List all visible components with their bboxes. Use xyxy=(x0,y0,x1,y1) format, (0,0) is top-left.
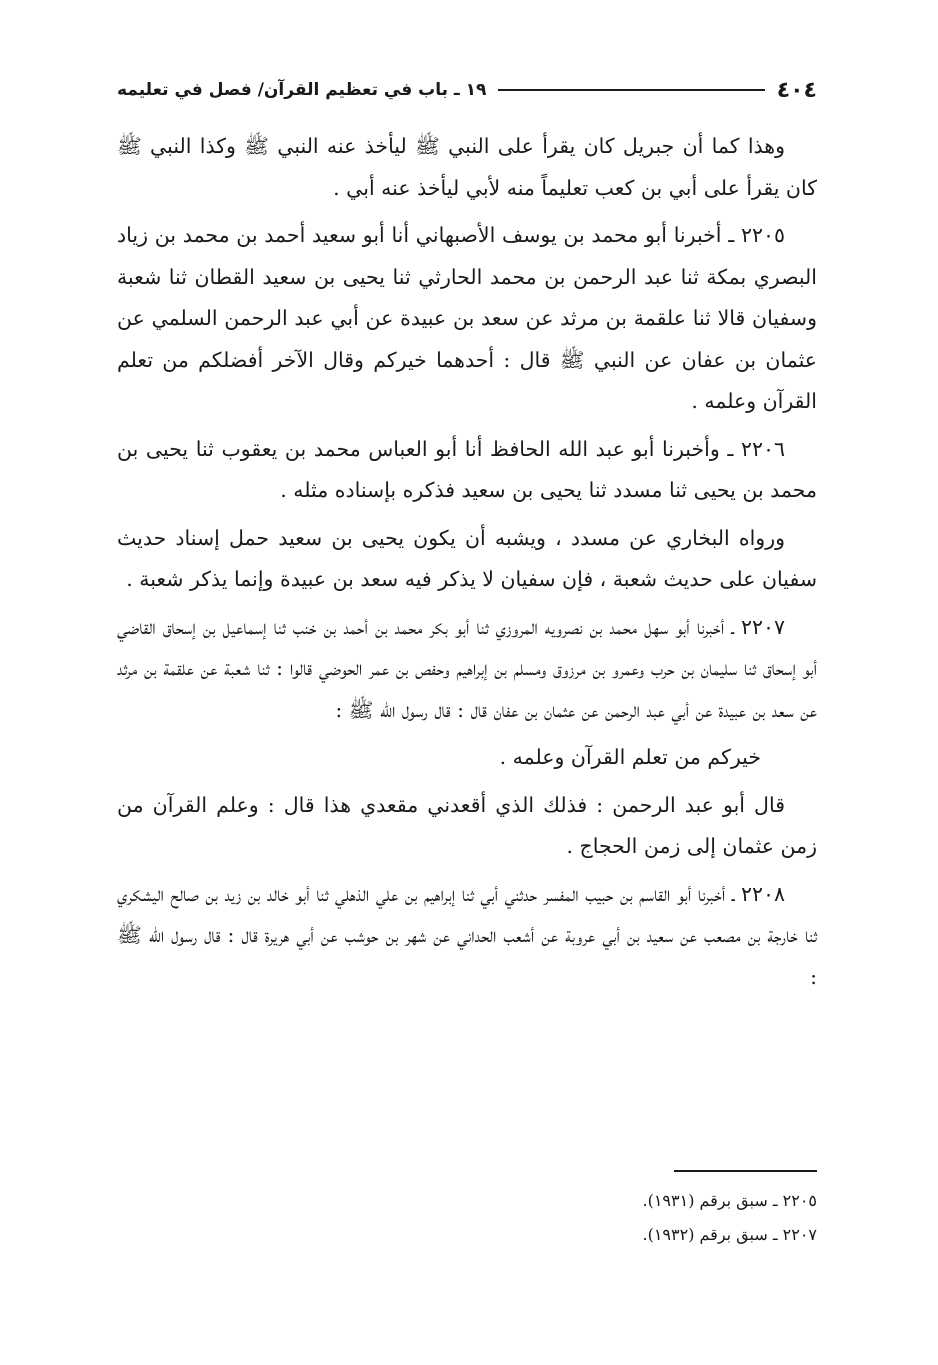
hadith-2208: ٢٢٠٨ ـ أخبرنا أبو القاسم بن حبيب المفسر حدثني أبي ثنا إبراهيم بن علي الذهلي ثنا أبو خالد بن زيد بن صالح اليشكري ثنا خارجة بن مصعب عن سعيد بن أبي عروبة عن أشعب الحداني عن شهر بن حوشب عن أبي هريرة قال : قال رسول الله ﷺ : xyxy=(117,881,817,989)
hadith-2205: ٢٢٠٥ ـ أخبرنا أبو محمد بن يوسف الأصبهاني أنا أبو سعيد أحمد بن محمد بن زياد البصري بمكة ثنا عبد الرحمن بن محمد الحارثي ثنا يحيى بن سعيد القطان ثنا شعبة وسفيان قالا ثنا علقمة بن مرثد عن سعد بن عبيدة عن أبي عبد الرحمن السلمي عن عثمان بن عفان عن النبي ﷺ قال : أحدهما خيركم وقال الآخر أفضلكم من تعلم القرآن وعلمه . xyxy=(117,223,817,413)
commentary-bukhari: ورواه البخاري عن مسدد ، ويشبه أن يكون يحيى بن سعيد حمل إسناد حديث سفيان على حديث شعبة ، فإن سفيان لا يذكر فيه سعد بن عبيدة وإنما يذكر شعبة . xyxy=(117,525,817,591)
running-title: ١٩ ـ باب في تعظيم القرآن/ فصل في تعليمه xyxy=(117,80,487,100)
header-rule xyxy=(498,89,764,91)
footnote-rule xyxy=(674,1170,817,1172)
hadith-2207: ٢٢٠٧ ـ أخبرنا أبو سهل محمد بن نصرويه المروزي ثنا أبو بكر محمد بن أحمد بن خنب ثنا إسماعيل بن إسحاق القاضي أبو إسحاق ثنا سليمان بن حرب وعمرو بن مرزوق ومسلم بن إبراهيم وحفص بن عمر الحوضي قالوا : ثنا شعبة عن علقمة بن مرثد عن سعد بن عبيدة عن أبي عبد الرحمن عن عثمان بن عفان قال : قال رسول الله ﷺ : xyxy=(117,614,817,722)
page-header xyxy=(117,72,817,108)
footnotes xyxy=(117,1184,817,1252)
page-number: ٤٠٤ xyxy=(776,77,817,103)
hadith-2206: ٢٢٠٦ ـ وأخبرنا أبو عبد الله الحافظ أنا أبو العباس محمد بن يعقوب ثنا يحيى بن محمد بن يحيى ثنا مسدد ثنا يحيى بن سعيد فذكره بإسناده مثله . xyxy=(117,436,817,502)
footnote-2207: ٢٢٠٧ ـ سبق برقم (١٩٣٢). xyxy=(642,1225,817,1244)
main-text xyxy=(117,126,817,1004)
footnote-2205: ٢٢٠٥ ـ سبق برقم (١٩٣١). xyxy=(642,1191,817,1210)
hadith-2207-text: خيركم من تعلم القرآن وعلمه . xyxy=(499,745,761,769)
commentary-abu-abd-alrahman: قال أبو عبد الرحمن : فذلك الذي أقعدني مقعدي هذا قال : وعلم القرآن من زمن عثمان إلى زمن الحجاج . xyxy=(117,792,817,858)
paragraph-intro: وهذا كما أن جبريل كان يقرأ على النبي ﷺ ليأخذ عنه النبي ﷺ وكذا النبي ﷺ كان يقرأ على أبي بن كعب تعليماً منه لأبي ليأخذ عنه أبي . xyxy=(117,134,817,200)
